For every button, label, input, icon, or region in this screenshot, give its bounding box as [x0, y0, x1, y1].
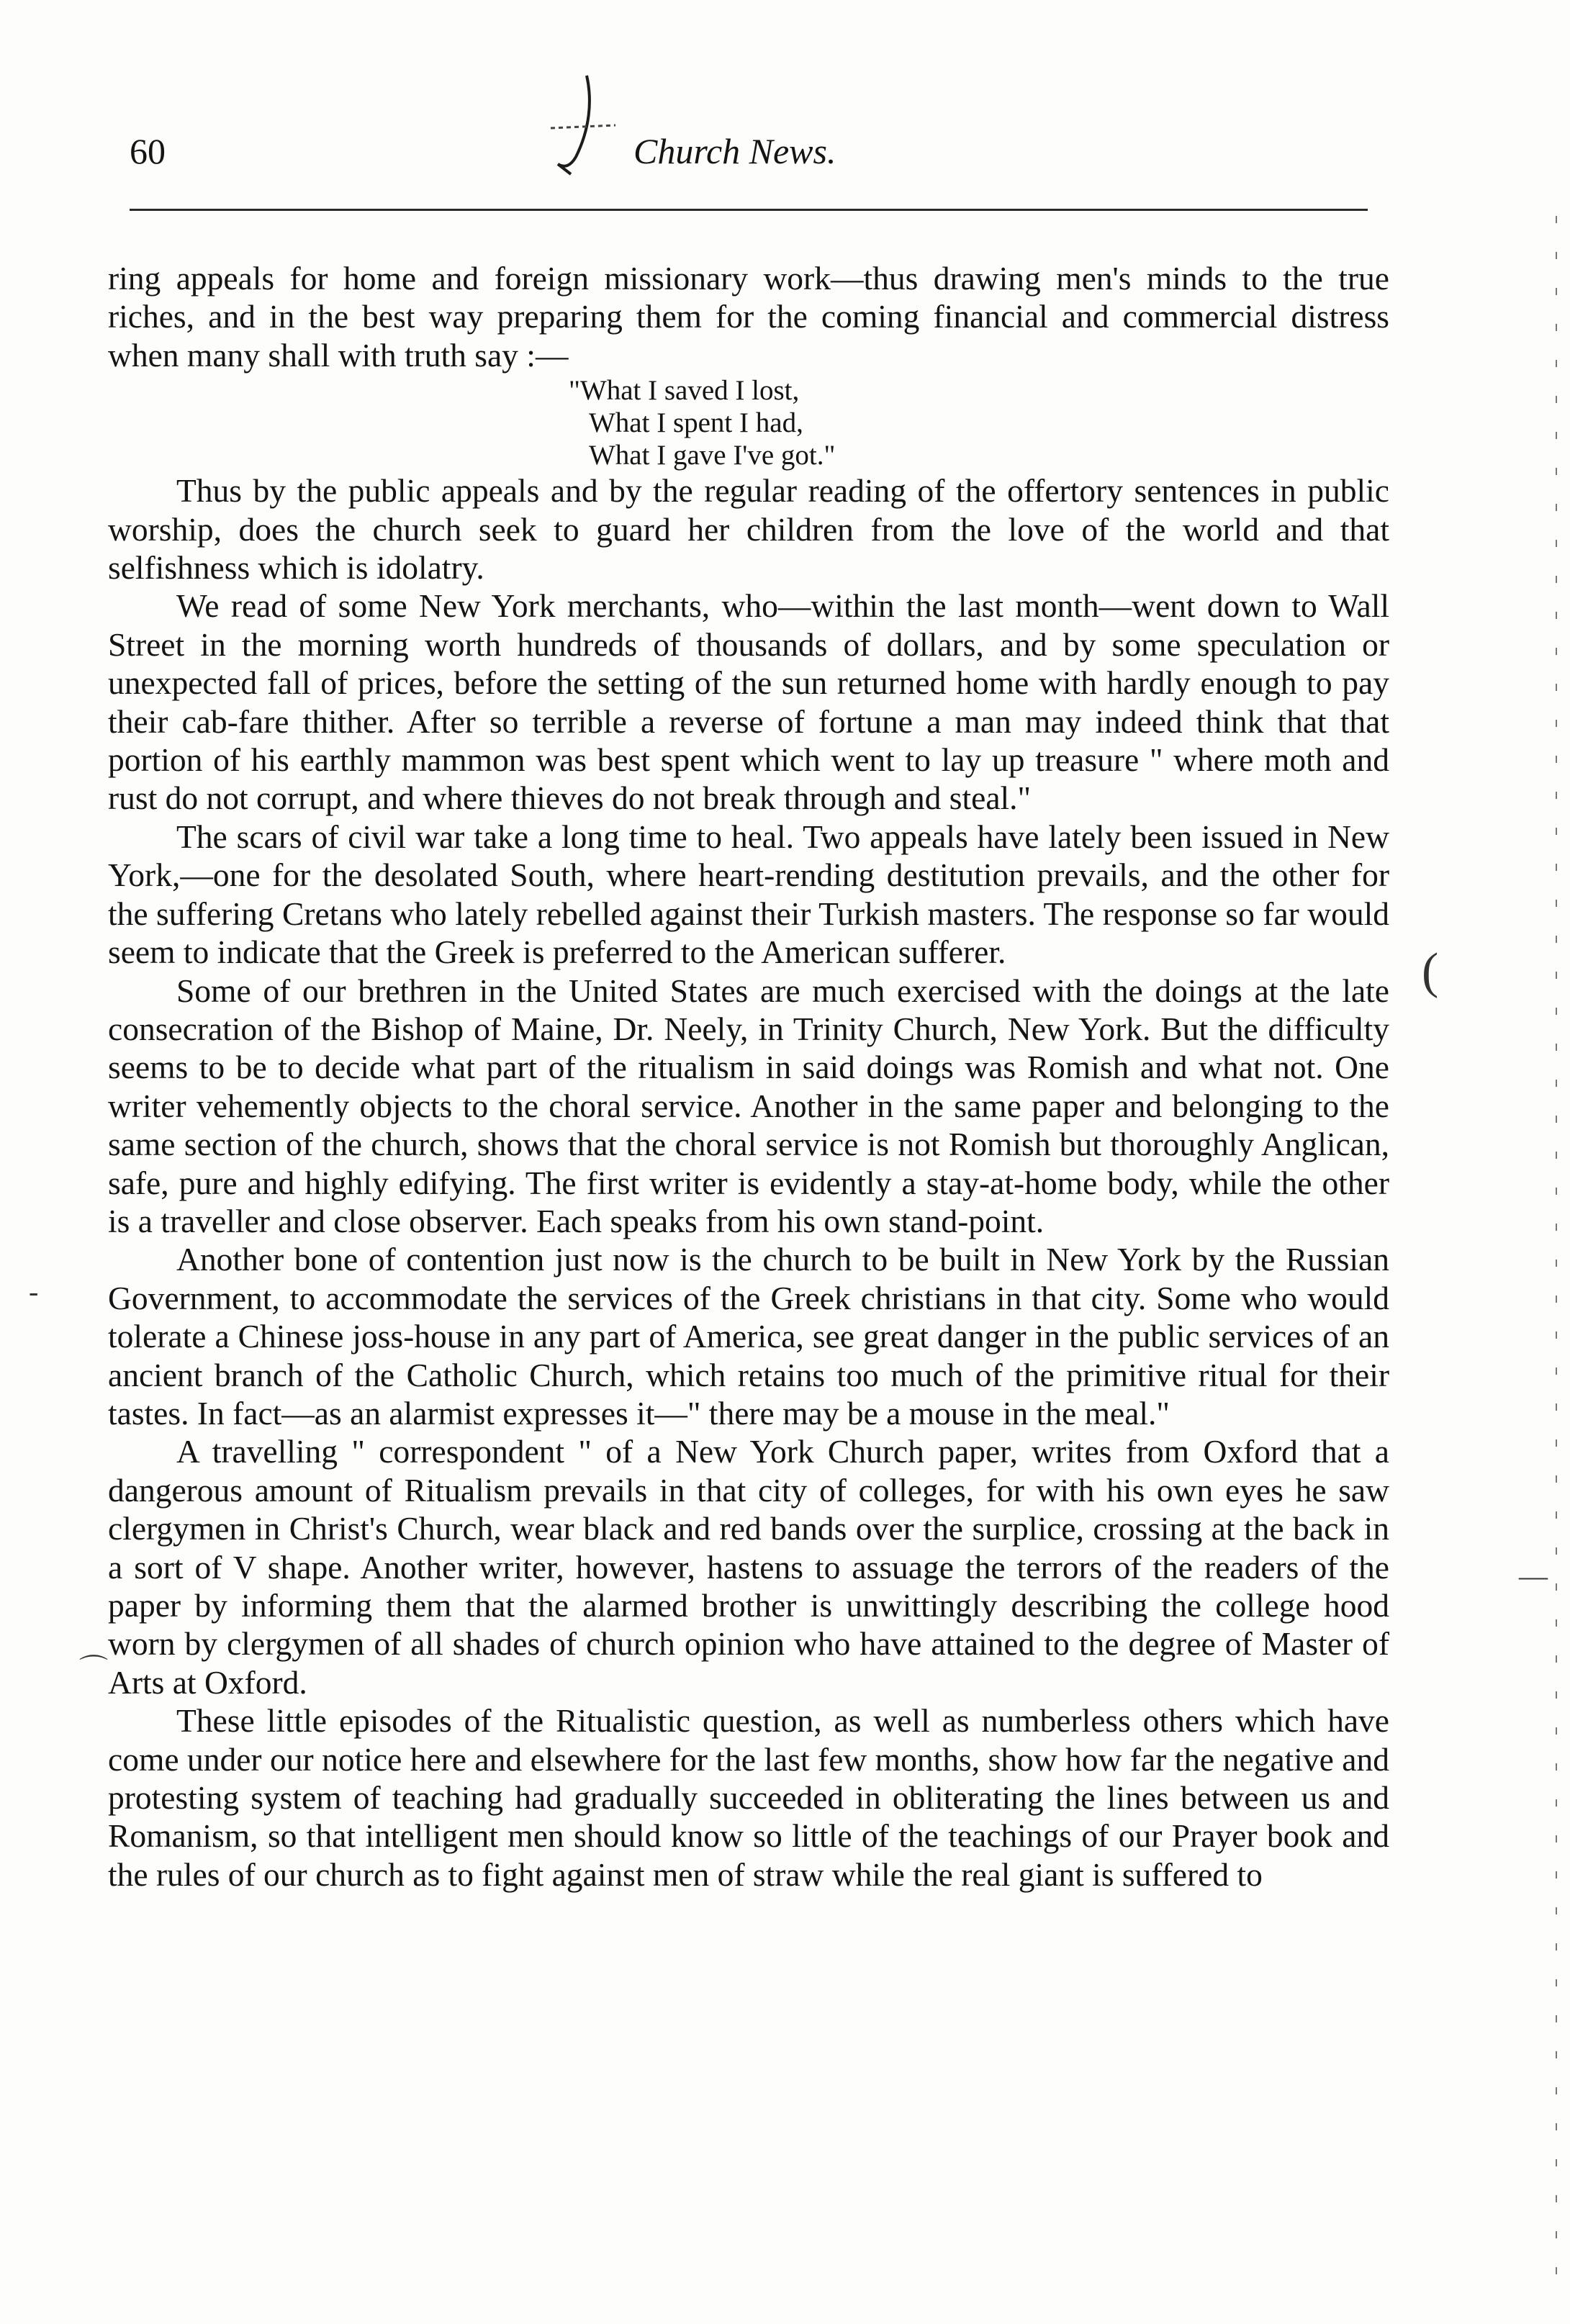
pen-mark-icon: [536, 72, 630, 187]
verse-line-3: What I gave I've got.": [589, 440, 836, 471]
paragraph-1: ring appeals for home and foreign missionary work—thus drawing men's minds to the true riches, and in the best way preparing them for the coming financial and commercial distress when many shall with truth say :—: [108, 260, 1389, 374]
paragraph-8: These little episodes of the Ritualistic question, as well as numberless others which have come under our notice here and elsewhere for the last few months, show how far the negative and protesting system of teaching had gradually succeeded in obliterating the lines between us and Romanism, so that intelligent men should know so little of the teachings of our Prayer book and the rules of our church as to fight against men of straw while the real giant is suffered to: [108, 1702, 1389, 1893]
margin-bracket-mark: (: [1422, 944, 1439, 999]
verse-line-2: What I spent I had,: [589, 407, 803, 439]
margin-dash-mark: —: [1519, 1560, 1548, 1592]
paragraph-6: Another bone of contention just now is the church to be built in New York by the Russian Government, to accommodate the services of the Greek christians in that city. Some who would tolerate a Chinese joss-house in any part of America, see great danger in the public services of an ancient branch of the Catholic Church, which retains too much of the primitive ritual for their tastes. In fact—as an alarmist expresses it—" there may be a mouse in the meal.": [108, 1241, 1389, 1432]
paragraph-7: A travelling " correspondent " of a New York Church paper, writes from Oxford that a dangerous amount of Ritualism prevails in that city of colleges, for with his own eyes he saw clergymen in Christ's Church, wear black and red bands over the surplice, crossing at the back in a sort of V shape. Another writer, however, hastens to assuage the terrors of the readers of the paper by informing them that the alarmed brother is unwittingly describing the college hood worn by clergymen of all shades of church opinion who have attained to the degree of Master of Arts at Oxford.: [108, 1433, 1389, 1701]
verse-quote: [108, 374, 1389, 471]
scan-edge-dashes: [1555, 216, 1558, 2303]
verse-line-1: "What I saved I lost,: [569, 375, 800, 407]
page-number: 60: [130, 131, 166, 171]
header-rule: [130, 209, 1368, 211]
margin-dash-mark: -: [29, 1275, 39, 1308]
margin-tick-mark: ⌒: [79, 1653, 108, 1686]
paragraph-5: Some of our brethren in the United States are much exercised with the doings at the late consecration of the Bishop of Maine, Dr. Neely, in Trinity Church, New York. But the difficulty seems to be to decide what part of the ritualism in said doings was Romish and what not. One writer vehemently objects to the choral service. Another in the same paper and belonging to the same section of the church, shows that the choral service is not Romish but thoroughly Anglican, safe, pure and highly edifying. The first writer is evidently a stay-at-home body, while the other is a traveller and close observer. Each speaks from his own stand-point.: [108, 972, 1389, 1239]
paragraph-4: The scars of civil war take a long time to heal. Two appeals have lately been issued in New York,—one for the desolated South, where heart-rending destitution prevails, and the other for the suffering Cretans who lately rebelled against their Turkish masters. The response so far would seem to indicate that the Greek is preferred to the American sufferer.: [108, 818, 1389, 971]
paragraph-3: We read of some New York merchants, who—within the last month—went down to Wall Street in the morning worth hundreds of thousands of dollars, and by some speculation or unexpected fall of prices, before the setting of the sun returned home with hardly enough to pay their cab-fare thither. After so terrible a reverse of fortune a man may indeed think that that portion of his earthly mammon was best spent which went to lay up treasure " where moth and rust do not corrupt, and where thieves do not break through and steal.": [108, 587, 1389, 817]
page-header: [130, 122, 1368, 187]
running-title: Church News.: [633, 131, 836, 171]
article-body: [108, 259, 1389, 1894]
paragraph-2: Thus by the public appeals and by the regular reading of the offertory sentences in public worship, does the church seek to guard her children from the love of the world and that selfishness which is idolatry.: [108, 472, 1389, 587]
